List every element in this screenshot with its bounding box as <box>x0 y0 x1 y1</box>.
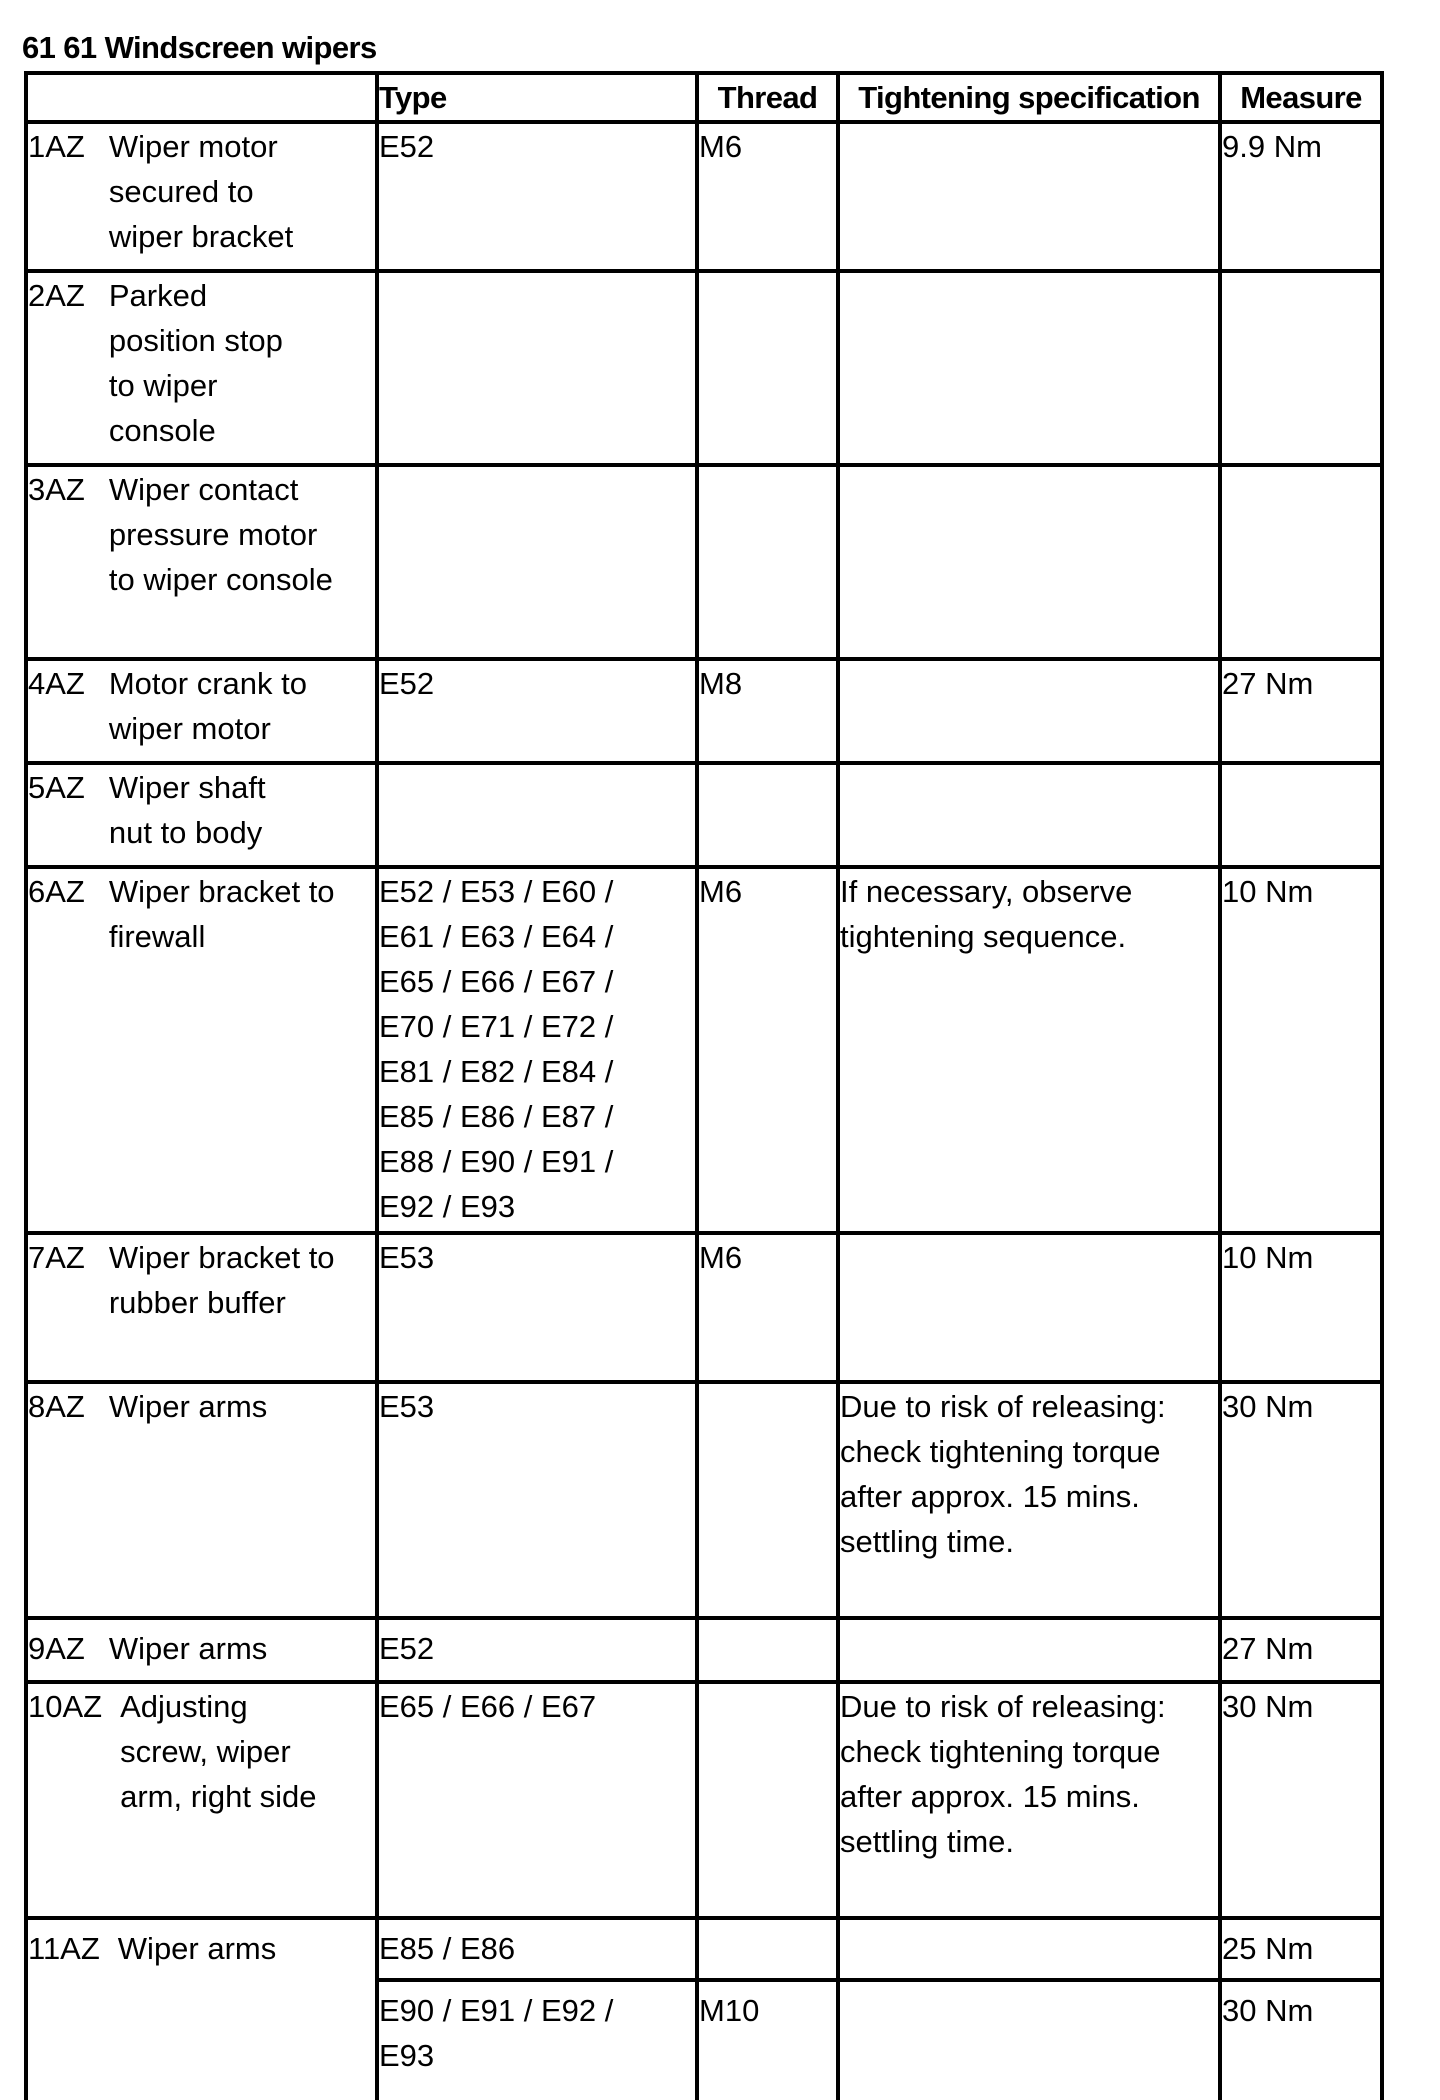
tightening-cell <box>838 763 1220 867</box>
item-description: Wiper motor secured to wiper bracket <box>108 129 294 254</box>
table-row <box>26 122 1382 271</box>
table-row <box>26 1382 1382 1618</box>
header-measure: Measure <box>1220 73 1382 122</box>
measure-cell: 27 Nm <box>1220 659 1382 763</box>
item-cell <box>26 763 377 867</box>
type-cell <box>377 465 697 659</box>
header-type: Type <box>377 73 697 122</box>
type-cell: E52 <box>377 1618 697 1682</box>
table-row <box>26 1682 1382 1918</box>
thread-cell <box>697 465 838 659</box>
type-cell <box>377 271 697 465</box>
item-id: 1AZ <box>28 129 85 164</box>
item-id: 10AZ <box>28 1689 103 1724</box>
table-row <box>26 1618 1382 1682</box>
item-description: Wiper arms <box>108 1389 268 1424</box>
item-description: Wiper arms <box>117 1931 277 1966</box>
item-id: 9AZ <box>28 1631 85 1666</box>
measure-cell: 27 Nm <box>1220 1618 1382 1682</box>
type-cell: E53 <box>377 1382 697 1618</box>
measure-cell: 30 Nm <box>1220 1382 1382 1618</box>
thread-cell: M6 <box>697 122 838 271</box>
header-tightening: Tightening specification <box>838 73 1220 122</box>
item-id: 11AZ <box>28 1931 100 1966</box>
thread-cell <box>697 1618 838 1682</box>
table-row <box>26 867 1382 1233</box>
tightening-cell: If necessary, observe tightening sequence. <box>838 867 1220 1233</box>
item-description: Motor crank to wiper motor <box>108 666 307 746</box>
table-row <box>26 465 1382 659</box>
thread-cell <box>697 1682 838 1918</box>
thread-cell: M6 <box>697 1233 838 1382</box>
item-id: 3AZ <box>28 472 85 507</box>
table-row <box>26 763 1382 867</box>
type-cell <box>377 763 697 867</box>
tightening-cell <box>838 1233 1220 1382</box>
item-cell <box>26 1233 377 1382</box>
type-cell: E90 / E91 / E92 / E93 <box>377 1980 697 2100</box>
measure-cell: 9.9 Nm <box>1220 122 1382 271</box>
item-cell <box>26 867 377 1233</box>
measure-cell <box>1220 763 1382 867</box>
item-description: Adjusting screw, wiper arm, right side <box>120 1689 317 1814</box>
item-description: Wiper bracket to firewall <box>108 874 335 954</box>
table-row <box>26 1918 1382 1980</box>
measure-cell: 10 Nm <box>1220 1233 1382 1382</box>
measure-cell: 30 Nm <box>1220 1980 1382 2100</box>
item-cell <box>26 122 377 271</box>
item-cell <box>26 465 377 659</box>
thread-cell: M8 <box>697 659 838 763</box>
item-description: Wiper shaft nut to body <box>108 770 266 850</box>
tightening-cell <box>838 122 1220 271</box>
tightening-cell <box>838 465 1220 659</box>
tightening-cell <box>838 271 1220 465</box>
tightening-cell: Due to risk of releasing: check tightening torque after approx. 15 mins. settling time. <box>838 1682 1220 1918</box>
tightening-cell: Due to risk of releasing: check tightening torque after approx. 15 mins. settling time. <box>838 1382 1220 1618</box>
item-cell <box>26 659 377 763</box>
measure-cell: 25 Nm <box>1220 1918 1382 1980</box>
type-cell: E65 / E66 / E67 <box>377 1682 697 1918</box>
thread-cell: M10 <box>697 1980 838 2100</box>
measure-cell: 10 Nm <box>1220 867 1382 1233</box>
type-cell: E52 <box>377 122 697 271</box>
item-description: Parked position stop to wiper console <box>108 278 283 448</box>
header-item <box>26 73 377 122</box>
item-description: Wiper contact pressure motor to wiper console <box>108 472 333 597</box>
item-id: 5AZ <box>28 770 85 805</box>
thread-cell <box>697 763 838 867</box>
page-title: 61 61 Windscreen wipers <box>22 30 377 65</box>
type-cell: E52 <box>377 659 697 763</box>
thread-cell <box>697 1382 838 1618</box>
measure-cell: 30 Nm <box>1220 1682 1382 1918</box>
item-id: 4AZ <box>28 666 85 701</box>
thread-cell <box>697 1918 838 1980</box>
table-header-row <box>26 73 1382 122</box>
measure-cell <box>1220 465 1382 659</box>
thread-cell <box>697 271 838 465</box>
measure-cell <box>1220 271 1382 465</box>
item-id: 6AZ <box>28 874 85 909</box>
item-cell <box>26 1382 377 1618</box>
table-row <box>26 1233 1382 1382</box>
item-cell <box>26 1918 377 2100</box>
header-thread: Thread <box>697 73 838 122</box>
tightening-cell <box>838 1918 1220 1980</box>
type-cell: E53 <box>377 1233 697 1382</box>
table-row <box>26 659 1382 763</box>
item-cell <box>26 1618 377 1682</box>
tightening-cell <box>838 1618 1220 1682</box>
type-cell: E85 / E86 <box>377 1918 697 1980</box>
torque-spec-table <box>24 71 1384 2100</box>
item-id: 7AZ <box>28 1240 85 1275</box>
tightening-cell <box>838 659 1220 763</box>
item-description: Wiper bracket to rubber buffer <box>108 1240 335 1320</box>
thread-cell: M6 <box>697 867 838 1233</box>
item-id: 2AZ <box>28 278 85 313</box>
tightening-cell <box>838 1980 1220 2100</box>
item-id: 8AZ <box>28 1389 85 1424</box>
item-description: Wiper arms <box>108 1631 268 1666</box>
item-cell <box>26 1682 377 1918</box>
item-cell <box>26 271 377 465</box>
type-cell: E52 / E53 / E60 / E61 / E63 / E64 / E65 / E66 / E67 / E70 / E71 / E72 / E81 / E82 / E84 / E85 / E86 / E87 / E88 / E90 / E91 / E92 / E93 <box>377 867 697 1233</box>
table-row <box>26 271 1382 465</box>
